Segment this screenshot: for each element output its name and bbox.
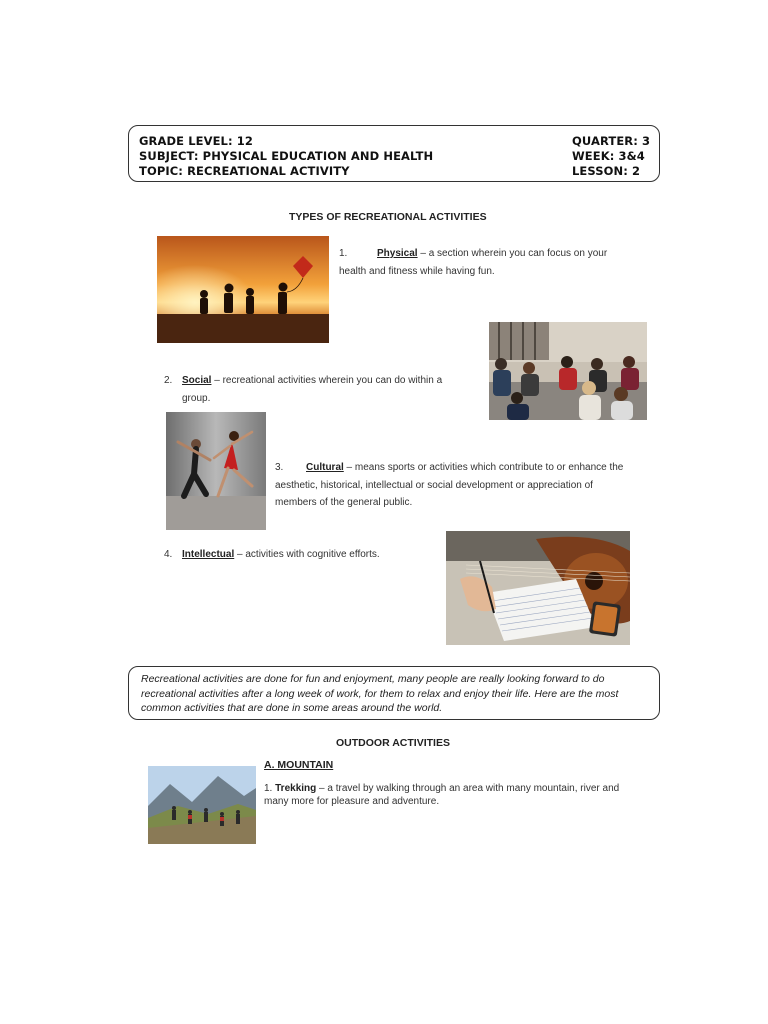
cultural-activity-photo xyxy=(166,412,266,530)
physical-item xyxy=(339,245,639,280)
week: WEEK: 3&4 xyxy=(572,149,645,163)
topic: TOPIC: RECREATIONAL ACTIVITY xyxy=(139,164,350,178)
intellectual-number: 4. xyxy=(164,549,173,560)
cultural-desc-line2: aesthetic, historical, intellectual or social development or appreciation of xyxy=(275,479,593,491)
trekking-desc-line1: – a travel by walking through an area with many mountain, river and xyxy=(316,783,620,794)
trekking-item xyxy=(264,782,664,808)
physical-desc-line1: – a section wherein you can focus on your xyxy=(417,248,608,259)
cultural-desc-line1: – means sports or activities which contribute to or enhance the xyxy=(343,462,624,473)
trekking-number: 1. xyxy=(264,783,273,794)
cultural-number: 3. xyxy=(275,462,284,473)
mountain-subheading: A. MOUNTAIN xyxy=(264,759,334,771)
social-item xyxy=(164,372,484,407)
subject: SUBJECT: PHYSICAL EDUCATION AND HEALTH xyxy=(139,149,434,163)
intellectual-desc-line1: – activities with cognitive efforts. xyxy=(234,549,380,560)
social-number: 2. xyxy=(164,375,173,386)
social-desc-line1: – recreational activities wherein you can do within a xyxy=(211,375,443,386)
physical-desc-line2: health and fitness while having fun. xyxy=(339,265,495,277)
intellectual-activity-photo xyxy=(446,531,630,645)
outdoor-section-title: OUTDOOR ACTIVITIES xyxy=(336,737,450,749)
cultural-item xyxy=(275,459,655,512)
trekking-photo xyxy=(148,766,256,844)
physical-number: 1. xyxy=(339,248,348,259)
lesson-header-box xyxy=(128,125,660,182)
social-activity-photo xyxy=(489,322,647,420)
recreation-note-box: Recreational activities are done for fun and enjoyment, many people are really looking forward to do recreational activities after a long week of work, for them to relax and enjoy their life. Here are the most common activities that are done in some areas around the world. xyxy=(128,666,660,720)
physical-term: Physical xyxy=(377,248,418,259)
trekking-term: Trekking xyxy=(275,783,317,794)
physical-activity-photo xyxy=(157,236,329,343)
cultural-term: Cultural xyxy=(306,462,344,473)
intellectual-term: Intellectual xyxy=(182,549,235,560)
trekking-desc-line2: many more for pleasure and adventure. xyxy=(264,796,440,807)
intellectual-item xyxy=(164,546,434,564)
lesson: LESSON: 2 xyxy=(572,164,641,178)
social-desc-line2: group. xyxy=(182,392,211,404)
cultural-desc-line3: members of the general public. xyxy=(275,497,413,508)
quarter: QUARTER: 3 xyxy=(572,134,651,148)
social-term: Social xyxy=(182,375,212,386)
grade-level: GRADE LEVEL: 12 xyxy=(139,134,253,148)
types-section-title: TYPES OF RECREATIONAL ACTIVITIES xyxy=(289,211,487,223)
